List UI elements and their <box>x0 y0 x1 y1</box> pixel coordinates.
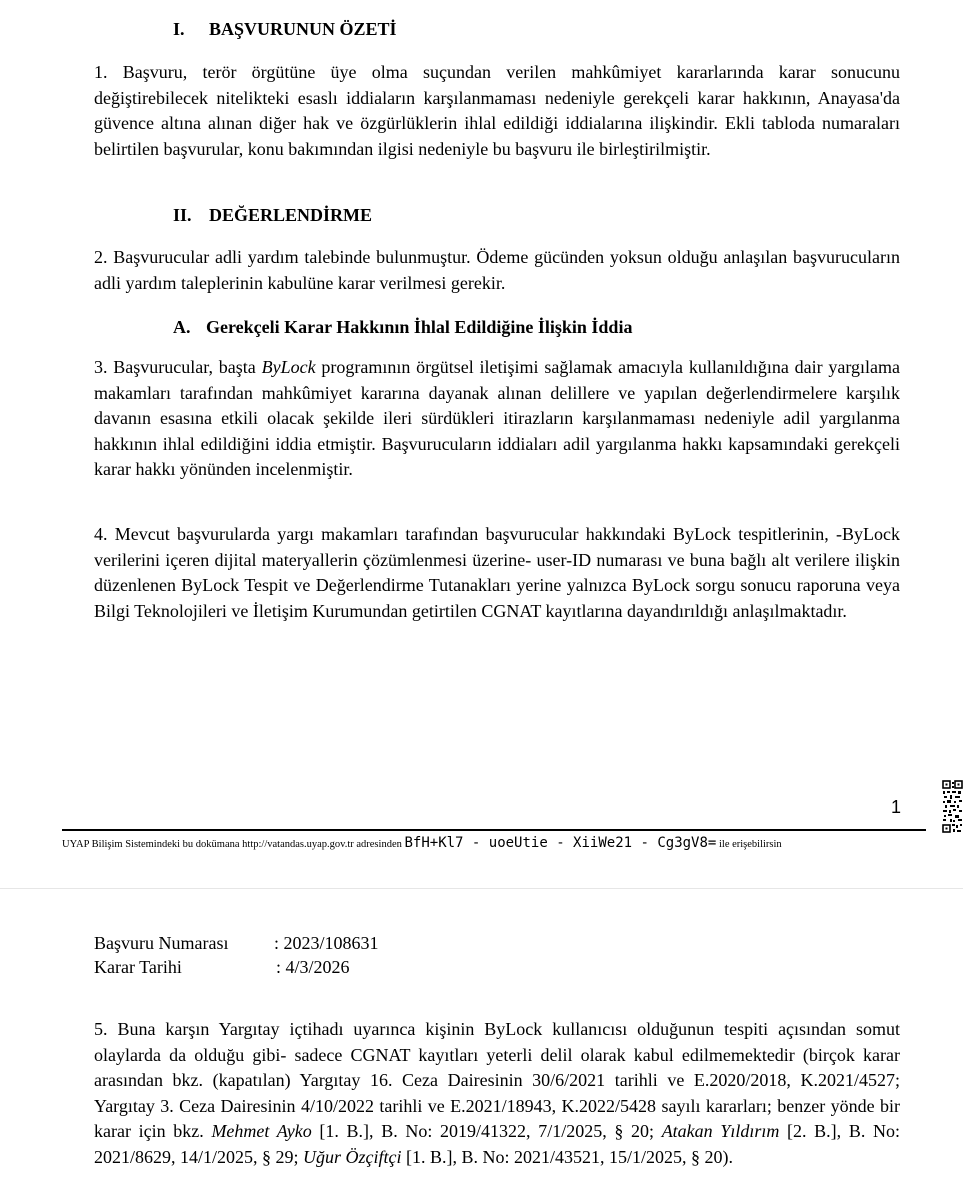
paragraph-text: [2. B.], B. No: 2021/8629, 14/1/2025, § 29; <box>94 1121 900 1167</box>
paragraph-1: 1. Başvuru, terör örgütüne üye olma suçundan verilen mahkûmiyet kararlarında karar sonucunu değiştirebilecek nitelikteki esaslı iddiaların karşılanmaması nedeniyle gerekçeli karar hakkının, Anayasa'da güvence altına alınan diğer hak ve özgürlüklerin ihlal edildiği iddialarına ilişkindir. Ekli tabloda numaraları belirtilen başvurular, konu bakımından ilgisi nedeniyle bu başvuru ile birleştirilmiştir. <box>94 62 900 159</box>
qr-code-icon <box>942 779 963 834</box>
case-name: Mehmet Ayko <box>211 1121 312 1141</box>
paragraph-3 <box>94 355 900 483</box>
paragraph-2: 2. Başvurucular adli yardım talebinde bulunmuştur. Ödeme gücünden yoksun olduğu anlaşılan başvurucuların adli yardım taleplerinin kabulüne karar verilmesi gerekir. <box>94 247 900 293</box>
application-number-value: : 2023/108631 <box>274 933 379 953</box>
italic-term: ByLock <box>261 357 316 377</box>
footer-text: UYAP Bilişim Sistemindeki bu dokümana http://vatandas.uyap.gov.tr adresinden <box>62 839 402 850</box>
case-name: Atakan Yıldırım <box>661 1121 780 1141</box>
page-separator <box>0 888 963 889</box>
paragraph-text: 3. Başvurucular, başta <box>94 357 262 377</box>
section-title: BAŞVURUNUN ÖZETİ <box>209 19 397 39</box>
paragraph-text: [1. B.], B. No: 2021/43521, 15/1/2025, § 20). <box>401 1146 734 1167</box>
section-title: DEĞERLENDİRME <box>209 205 373 225</box>
footer-divider <box>62 829 926 831</box>
footer-suffix: ile erişebilirsin <box>718 839 782 850</box>
paragraph-text: [1. B.], B. No: 2019/41322, 7/1/2025, § 20; <box>311 1121 662 1141</box>
paragraph-text: 5. Buna karşın Yargıtay içtihadı uyarınca kişinin ByLock kullanıcısı olduğunun tespiti açısından somut olaylarda da olduğu gibi- sadece CGNAT kayıtları yeterli delil olarak kabul edilmemektedir (birçok karar arasından bkz. (kapatılan) Yargıtay 16. Ceza Dairesinin 30/6/2021 tarihli ve E.2020/2018, K.2021/4527; Yargıtay 3. Ceza Dairesinin 4/10/2022 tarihli ve E.2021/18943, K.2022/5428 sayılı kararları; benzer yönde bir karar için bkz. <box>94 1019 900 1141</box>
case-name: Uğur Özçiftçi <box>303 1146 402 1167</box>
paragraph-5 <box>94 1017 900 1170</box>
application-number-label: Başvuru Numarası <box>94 933 229 953</box>
page-number: 1 <box>891 797 902 817</box>
section-heading-summary <box>173 18 397 40</box>
decision-date-row <box>94 955 350 979</box>
subsection-letter: A. <box>173 317 191 337</box>
decision-date-label: Karar Tarihi <box>94 957 182 977</box>
document-page-2 <box>0 895 963 1200</box>
decision-date-value: : 4/3/2026 <box>276 957 350 977</box>
application-number-row <box>94 931 379 955</box>
section-heading-evaluation <box>173 204 372 226</box>
section-number: II. <box>173 205 192 225</box>
page-gap <box>0 870 963 895</box>
paragraph-4: 4. Mevcut başvurularda yargı makamları tarafından başvurucular hakkındaki ByLock tespitlerinin, -ByLock verilerini içeren dijital materyallerin çözümlenmesi üzerine- user-ID numarası ve buna bağlı alt verilere ilişkin düzenlenen ByLock Tespit ve Değerlendirme Tutanakları yerine yalnızca ByLock sorgu sonucu raporuna veya Bilgi Teknolojileri ve İletişim Kurumundan getirtilen CGNAT kayıtlarına dayandırıldığı anlaşılmaktadır. <box>94 524 900 621</box>
verification-code: BfH+Kl7 - uoeUtie - XiiWe21 - Cg3gV8= <box>404 835 717 851</box>
paragraph-text: programının örgütsel iletişimi sağlamak amacıyla kullanıldığına dair yargılama makamları tarafından mahkûmiyet kararına dayanak alınan delillere ve yapılan değerlendirmelere karşılık davanın esasına etkili olacak şekilde ileri sürdükleri itirazların karşılanmaması nedeniyle adil yargılanma hakkının ihlal edildiğini iddia etmiştir. Başvurucuların iddiaları adil yargılanma hakkı kapsamındaki gerekçeli karar hakkı yönünden incelenmiştir. <box>94 357 900 479</box>
subsection-title: Gerekçeli Karar Hakkının İhlal Edildiğine İlişkin İddia <box>206 317 633 337</box>
section-number: I. <box>173 19 185 39</box>
footer-verification <box>62 835 932 853</box>
subsection-heading-a <box>173 316 632 338</box>
